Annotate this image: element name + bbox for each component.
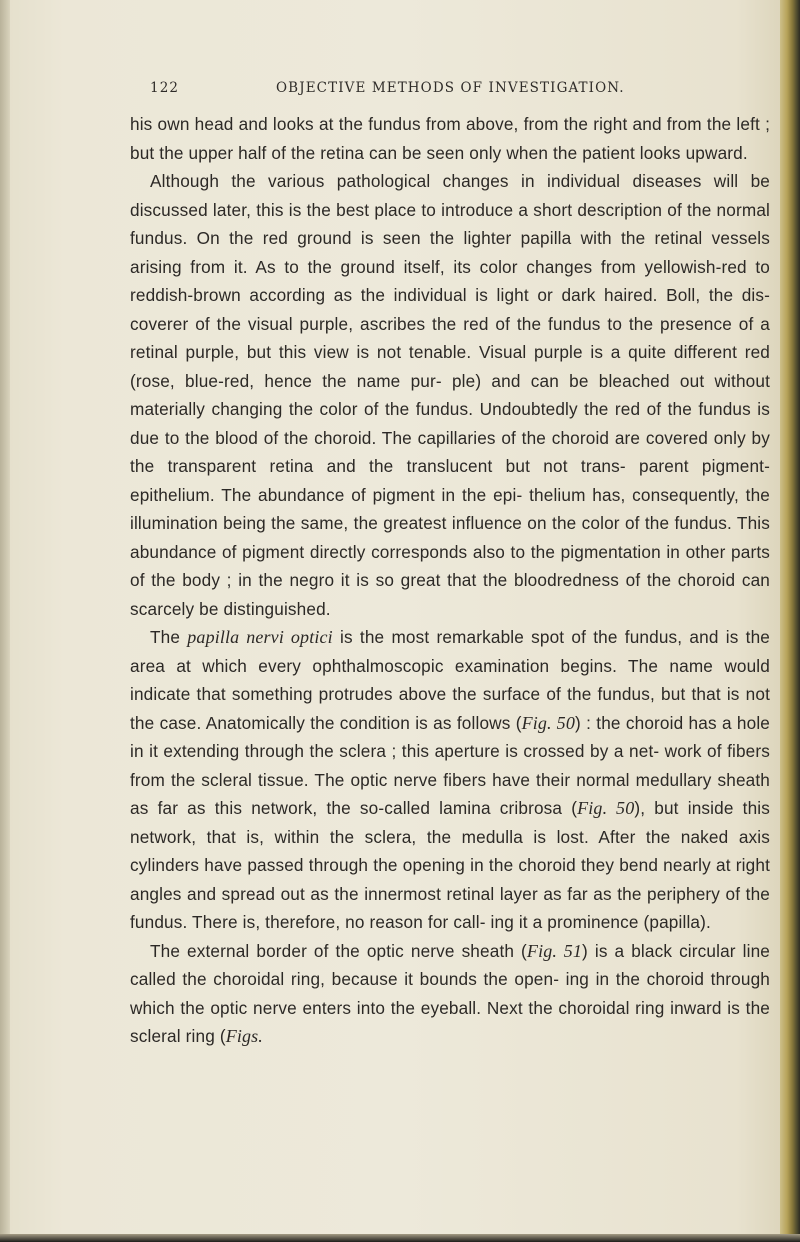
- term-papilla-nervi-optici: papilla nervi optici: [187, 627, 333, 647]
- body-text: [130, 110, 770, 1051]
- figure-reference: Fig. 51: [526, 940, 583, 961]
- text-run: ), but inside this network, that is, within the sclera, the medulla is lost. After the naked axis cylinders have passed through the opening in the choroid they bend nearly at right angles and spread out as the innermost retinal layer as far as the periphery of the fundus. There is, therefore, no reason for call- ing it a prominence (papilla).: [130, 798, 770, 932]
- page-gutter-shadow: [0, 0, 10, 1242]
- page-bottom-edge: [0, 1234, 800, 1242]
- running-title: OBJECTIVE METHODS OF INVESTIGATION.: [276, 80, 625, 96]
- text-run: The: [150, 627, 188, 647]
- running-header: [150, 80, 770, 96]
- text-run: ) is a black circular line called the choroidal ring, because it bounds the open- ing in the choroid through which the optic nerve enters into the eyeball. Next the choroidal ring inward is the scleral ring (: [130, 940, 770, 1046]
- paragraph-1: his own head and looks at the fundus from above, from the right and from the left ; but the upper half of the retina can be seen only when the patient looks upward.: [130, 114, 770, 163]
- figure-reference: Fig. 50: [521, 712, 575, 733]
- figure-reference: Figs.: [225, 1026, 263, 1046]
- text-run: ) : the choroid has a hole in it extending through the sclera ; this aperture is crossed by a net- work of fibers from the scleral tissue. The optic nerve fibers have their normal medullary sheath as far as this network, the so-called lamina cribrosa (: [130, 712, 770, 818]
- paragraph-4: [130, 937, 770, 1051]
- text-run: is the most remarkable spot of the fundus, and is the area at which every ophthalmoscopic examination begins. The name would indicate that something protrudes above the surface of the fundus, but that is not the case. Anatomically the condition is as follows (: [130, 627, 770, 733]
- paragraph-3: [130, 623, 770, 937]
- figure-reference: Fig. 50: [577, 798, 635, 818]
- book-edge: [780, 0, 800, 1242]
- paragraph-2: Although the various pathological changes in individual diseases will be discussed later, this is the best place to introduce a short description of the normal fundus. On the red ground is seen the lighter papilla with the retinal vessels arising from it. As to the ground itself, its color changes from yellowish-red to reddish-brown according as the individual is light or dark haired. Boll, the dis- coverer of the visual purple, ascribes the red of the fundus to the presence of a retinal purple, but this view is not tenable. Visual purple is a quite different red (rose, blue-red, hence the name pur- ple) and can be bleached out without materially changing the color of the fundus. Undoubtedly the red of the fundus is due to the blood of the choroid. The capillaries of the choroid are covered only by the transparent retina and the translucent but not trans- parent pigment-epithelium. The abundance of pigment in the epi- thelium has, consequently, the illumination being the same, the greatest influence on the color of the fundus. This abundance of pigment directly corresponds also to the pigmentation in other parts of the body ; in the negro it is so great that the bloodredness of the choroid can scarcely be distinguished.: [130, 171, 770, 619]
- text-run: The external border of the optic nerve sheath (: [150, 940, 527, 961]
- page-number: 122: [150, 80, 180, 96]
